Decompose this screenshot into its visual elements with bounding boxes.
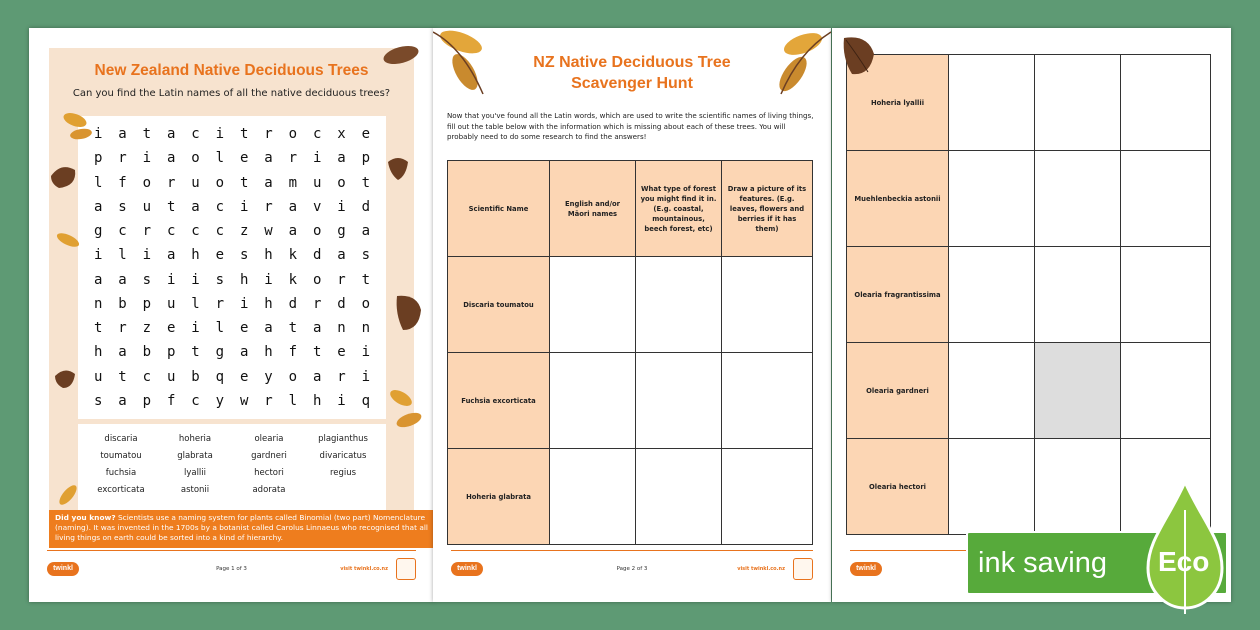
grid-letter: a [118, 344, 127, 361]
table-row [448, 257, 813, 353]
grid-letter: a [312, 368, 322, 385]
grid-letter: l [215, 320, 225, 337]
grid-letter: s [239, 247, 249, 264]
grid-letter: c [191, 223, 200, 240]
table-row [847, 247, 1211, 343]
scientific-name-cell: Discaria toumatou [448, 257, 550, 353]
word-list-item: olearia [254, 434, 284, 444]
answer-cell[interactable] [1035, 247, 1121, 343]
word-list-item: fuchsia [105, 468, 137, 478]
word-list-item: hoheria [178, 434, 212, 444]
grid-letter: a [264, 320, 273, 337]
grid-letter: l [93, 174, 103, 191]
word-list-item: discaria [104, 434, 138, 444]
grid-letter: h [264, 247, 273, 264]
grid-letter: t [361, 271, 371, 288]
leaf-icon [381, 384, 431, 438]
ink-saving-text: ink saving [978, 547, 1107, 579]
table-header-row [448, 161, 813, 257]
grid-letter: s [215, 271, 225, 288]
answer-cell[interactable] [722, 257, 813, 353]
grid-letter: i [361, 344, 371, 361]
grid-letter: q [215, 368, 225, 385]
page-number: Page 2 of 3 [616, 566, 648, 572]
leaf-icon [53, 480, 83, 510]
grid-letter: a [166, 126, 176, 143]
footer-line [47, 550, 416, 551]
grid-letter: h [264, 344, 273, 361]
word-list-item: adorata [252, 485, 286, 495]
grid-letter: o [191, 150, 200, 167]
worksheet-page-1 [29, 28, 434, 602]
grid-letter: b [142, 344, 152, 361]
grid-letter: a [93, 198, 103, 215]
grid-letter: l [191, 295, 200, 312]
leaf-icon [47, 162, 81, 192]
grid-letter: d [337, 295, 346, 312]
grid-letter: u [142, 198, 152, 215]
grid-letter: d [361, 198, 371, 215]
grid-letter: g [93, 223, 103, 240]
word-list-item: glabrata [177, 451, 213, 461]
grid-letter: a [288, 198, 298, 215]
grid-letter: x [337, 126, 346, 143]
answer-cell[interactable] [1121, 151, 1211, 247]
grid-letter: h [239, 271, 249, 288]
grid-letter: e [239, 320, 249, 337]
grid-letter: p [166, 344, 176, 361]
grid-letter: a [118, 271, 127, 288]
grid-letter: s [118, 198, 127, 215]
word-list-item: regius [329, 468, 357, 478]
grid-letter: r [264, 126, 273, 143]
grid-letter: r [264, 392, 273, 409]
grid-letter: r [337, 271, 346, 288]
grid-letter: d [312, 247, 322, 264]
grid-letter: d [288, 295, 298, 312]
scavenger-table-continued [846, 54, 1211, 535]
answer-cell[interactable] [949, 247, 1035, 343]
leaf-icon [384, 154, 412, 182]
grid-letter: q [361, 392, 371, 409]
leaf-icon [838, 32, 880, 80]
word-list-item [306, 485, 380, 501]
twinkl-logo: twinkl [47, 562, 79, 576]
grid-letter: e [337, 344, 346, 361]
scientific-name-cell: Hoheria glabrata [448, 449, 550, 545]
grid-letter: i [337, 198, 346, 215]
answer-cell[interactable] [1121, 247, 1211, 343]
grid-letter: a [166, 247, 176, 264]
grid-letter: c [191, 126, 200, 143]
grid-letter: u [191, 174, 200, 191]
grid-letter: s [361, 247, 371, 264]
grid-letter: r [215, 295, 225, 312]
answer-cell[interactable] [949, 55, 1035, 151]
wordsearch-grid-box [78, 116, 386, 419]
answer-cell[interactable] [550, 449, 636, 545]
grid-letter: r [312, 295, 322, 312]
table-row [847, 151, 1211, 247]
grid-letter: o [288, 126, 298, 143]
scientific-name-cell: Muehlenbeckia astonii [847, 151, 949, 247]
answer-cell[interactable] [722, 353, 813, 449]
grid-letter: t [166, 198, 176, 215]
word-list-item: lyallii [183, 468, 207, 478]
grid-letter: u [93, 368, 103, 385]
table-row [448, 449, 813, 545]
answer-cell[interactable] [1121, 55, 1211, 151]
grid-letter: t [312, 344, 322, 361]
grid-letter: u [166, 295, 176, 312]
word-list-item: divaricatus [319, 451, 367, 461]
grid-letter: l [215, 150, 225, 167]
word-list-item: toumatou [100, 451, 142, 461]
grid-letter: r [166, 174, 176, 191]
fact-label: Did you know? [55, 513, 116, 522]
leaf-icon [51, 228, 85, 256]
grid-letter: b [118, 295, 127, 312]
grid-letter: a [191, 198, 200, 215]
grid-letter: m [288, 174, 298, 191]
grid-letter: f [166, 392, 176, 409]
grid-letter: n [93, 295, 103, 312]
answer-cell-highlighted[interactable] [1035, 343, 1121, 439]
grid-letter: a [288, 223, 298, 240]
grid-letter: o [312, 271, 322, 288]
page-title: New Zealand Native Deciduous Trees [94, 62, 369, 79]
instructions-text: Now that you've found all the Latin words, which are used to write the scientific names of living things, fill out the table below with the information which is missing about each of these trees. You will probably need to do some research to find the answers! [447, 111, 814, 141]
grid-letter: s [93, 392, 103, 409]
word-list-item: gardneri [251, 451, 287, 461]
grid-letter: i [337, 392, 346, 409]
grid-letter: o [361, 295, 371, 312]
answer-cell[interactable] [722, 449, 813, 545]
grid-letter: a [264, 174, 273, 191]
grid-letter: i [142, 150, 152, 167]
word-list-item: hectori [254, 468, 284, 478]
word-list-item: excorticata [97, 485, 145, 495]
grid-letter: h [312, 392, 322, 409]
grid-letter: h [264, 295, 273, 312]
grid-letter: f [288, 344, 298, 361]
grid-letter: i [142, 247, 152, 264]
fact-text: Scientists use a naming system for plants called Binomial (two part) Nomenclature (naming). It was invented in the 1700s by a botanist called Carolus Linnaeus who recognised that all living things on earth could be sorted into a kind of hierarchy. [55, 513, 428, 542]
answer-cell[interactable] [1035, 439, 1121, 535]
grid-letter: i [191, 271, 200, 288]
grid-letter: t [239, 174, 249, 191]
grid-letter: a [337, 247, 346, 264]
answer-cell[interactable] [1121, 343, 1211, 439]
table-row [847, 343, 1211, 439]
grid-letter: p [93, 150, 103, 167]
page-title [433, 52, 831, 94]
grid-letter: a [118, 392, 127, 409]
grid-letter: r [142, 223, 152, 240]
grid-letter: r [118, 320, 127, 337]
grid-letter: c [142, 368, 152, 385]
footer-line [451, 550, 813, 551]
header-drawing: Draw a picture of its features. (E.g. leaves, flowers and berries if it has them) [722, 161, 813, 257]
eco-label: Eco [1158, 546, 1210, 577]
grid-letter: h [93, 344, 103, 361]
page-footer [433, 550, 831, 602]
grid-letter: r [337, 368, 346, 385]
answer-cell[interactable] [550, 353, 636, 449]
grid-letter: r [288, 150, 298, 167]
header-forest-type: What type of forest you might find it in. (E.g. coastal, mountainous, beech forest, etc) [636, 161, 722, 257]
grid-letter: t [239, 126, 249, 143]
grid-letter: o [215, 174, 225, 191]
title-line-2: Scavenger Hunt [571, 75, 693, 92]
grid-letter: k [288, 247, 298, 264]
grid-letter: n [361, 320, 371, 337]
grid-letter: i [264, 271, 273, 288]
grid-letter: z [239, 223, 249, 240]
grid-letter: e [361, 126, 371, 143]
scientific-name-cell: Olearia gardneri [847, 343, 949, 439]
grid-letter: k [288, 271, 298, 288]
scientific-name-cell: Olearia fragrantissima [847, 247, 949, 343]
answer-cell[interactable] [550, 257, 636, 353]
grid-letter: a [337, 150, 346, 167]
grid-letter: r [264, 198, 273, 215]
grid-letter: p [142, 392, 152, 409]
grid-letter: v [312, 198, 322, 215]
grid-letter: i [191, 320, 200, 337]
scientific-name-cell: Fuchsia excorticata [448, 353, 550, 449]
grid-letter: i [239, 198, 249, 215]
grid-letter: r [118, 150, 127, 167]
answer-cell[interactable] [949, 151, 1035, 247]
header-common-names: English and/or Māori names [550, 161, 636, 257]
grid-letter: y [215, 392, 225, 409]
grid-letter: n [337, 320, 346, 337]
grid-letter: g [215, 344, 225, 361]
answer-cell[interactable] [636, 449, 722, 545]
quality-badge-icon [396, 558, 416, 580]
grid-letter: a [118, 126, 127, 143]
scavenger-table [447, 160, 813, 545]
table-row [847, 55, 1211, 151]
grid-letter: i [166, 271, 176, 288]
grid-letter: e [166, 320, 176, 337]
word-list-item: astonii [180, 485, 210, 495]
table-row [448, 353, 813, 449]
scientific-name-cell: Olearia hectori [847, 439, 949, 535]
grid-letter: t [191, 344, 200, 361]
answer-cell[interactable] [949, 343, 1035, 439]
grid-letter: e [239, 150, 249, 167]
grid-letter: i [93, 247, 103, 264]
grid-letter: f [118, 174, 127, 191]
grid-letter: e [239, 368, 249, 385]
leaf-icon [381, 42, 421, 68]
grid-letter: i [239, 295, 249, 312]
grid-letter: c [118, 223, 127, 240]
grid-letter: p [142, 295, 152, 312]
grid-letter: l [288, 392, 298, 409]
grid-letter: t [288, 320, 298, 337]
page-subtitle: Can you find the Latin names of all the native deciduous trees? [72, 88, 391, 99]
grid-letter: p [361, 150, 371, 167]
grid-letter: z [142, 320, 152, 337]
page-footer [29, 550, 434, 602]
title-line-1: NZ Native Deciduous Tree [533, 54, 731, 71]
grid-letter: a [166, 150, 176, 167]
twinkl-logo: twinkl [850, 562, 882, 576]
grid-letter: a [361, 223, 371, 240]
grid-letter: u [312, 174, 322, 191]
grid-letter: a [239, 344, 249, 361]
scientific-name-cell: Hoheria lyallii [847, 55, 949, 151]
did-you-know-box [49, 510, 434, 548]
grid-letter: l [118, 247, 127, 264]
answer-cell[interactable] [636, 257, 722, 353]
grid-letter: c [191, 392, 200, 409]
grid-letter: i [361, 368, 371, 385]
grid-letter: t [361, 174, 371, 191]
grid-letter: w [239, 392, 249, 409]
visit-link: visit twinkl.co.nz [340, 566, 388, 572]
page-number: Page 1 of 3 [216, 566, 247, 572]
grid-letter: c [312, 126, 322, 143]
grid-letter: a [93, 271, 103, 288]
leaf-icon [51, 108, 97, 144]
header-scientific-name: Scientific Name [448, 161, 550, 257]
visit-link: visit twinkl.co.nz [737, 566, 785, 572]
grid-letter: c [166, 223, 176, 240]
answer-cell[interactable] [1035, 55, 1121, 151]
grid-letter: b [191, 368, 200, 385]
grid-letter: y [264, 368, 273, 385]
grid-letter: t [118, 368, 127, 385]
word-list-item: plagianthus [318, 434, 368, 444]
grid-letter: o [288, 368, 298, 385]
worksheet-page-2 [433, 28, 831, 602]
grid-letter: t [93, 320, 103, 337]
quality-badge-icon [793, 558, 813, 580]
grid-letter: a [312, 320, 322, 337]
grid-letter: e [215, 247, 225, 264]
grid-letter: o [142, 174, 152, 191]
leaf-icon [391, 290, 427, 336]
grid-letter: o [337, 174, 346, 191]
grid-letter: c [215, 223, 225, 240]
grid-letter: w [264, 223, 273, 240]
grid-letter: o [312, 223, 322, 240]
grid-letter: h [191, 247, 200, 264]
grid-letter: s [142, 271, 152, 288]
grid-letter: i [215, 126, 225, 143]
grid-letter: t [142, 126, 152, 143]
grid-letter: i [93, 126, 103, 143]
grid-letter: u [166, 368, 176, 385]
answer-cell[interactable] [636, 353, 722, 449]
answer-cell[interactable] [949, 439, 1035, 535]
leaf-icon [51, 366, 81, 392]
twinkl-logo: twinkl [451, 562, 483, 576]
grid-letter: g [337, 223, 346, 240]
answer-cell[interactable] [1035, 151, 1121, 247]
grid-letter: c [215, 198, 225, 215]
grid-letter: a [264, 150, 273, 167]
wordsearch-grid [78, 116, 386, 419]
grid-letter: i [312, 150, 322, 167]
